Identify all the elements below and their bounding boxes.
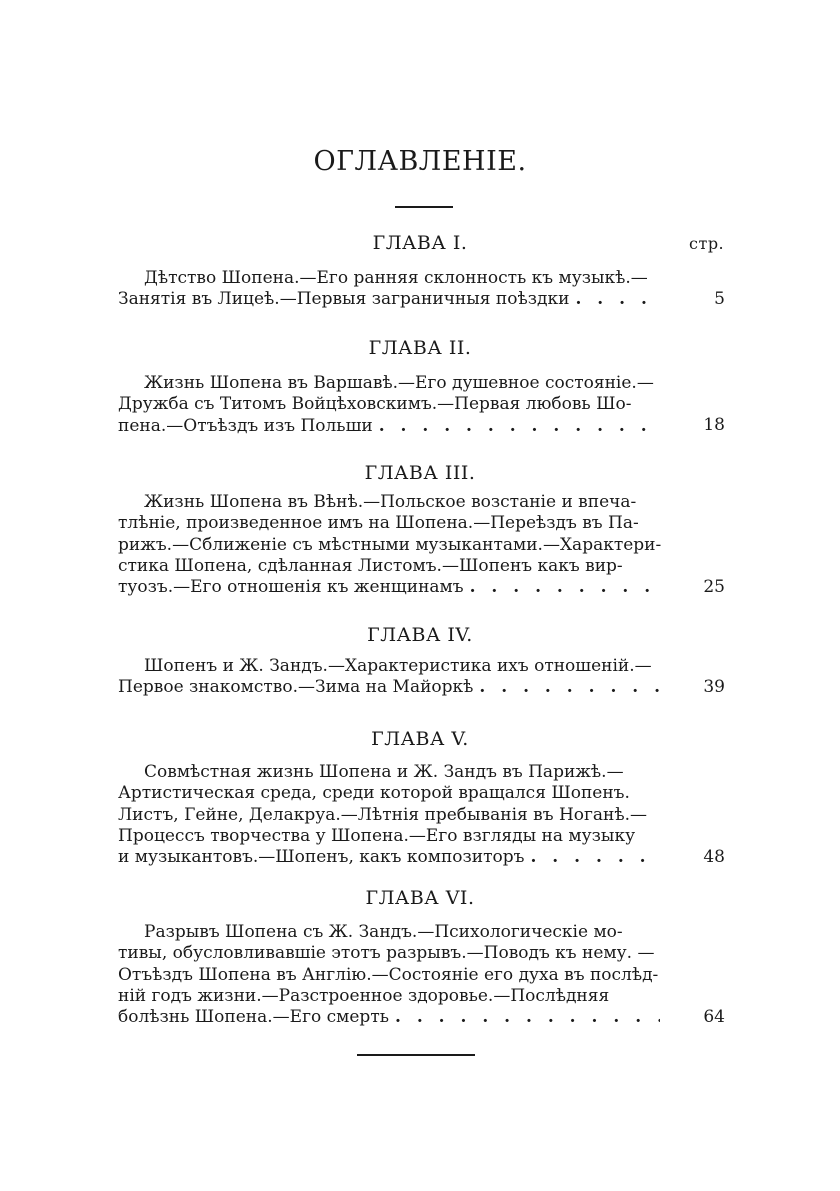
entry-line: Отъѣздъ Шопена въ Англію.—Состояніе его духа въ послѣд- xyxy=(118,964,659,985)
entry-line: Дѣтство Шопена.—Его ранняя склонность къ музыкѣ.— xyxy=(144,268,648,288)
entry-line: болѣзнь Шопена.—Его смерть . . . xyxy=(118,1007,660,1028)
page-number-3: 25 xyxy=(703,577,725,597)
chapter-heading-4: ГЛАВА IV. xyxy=(367,624,473,646)
entry-line: Занятія въ Лицеѣ.—Первыя заграничныя поѣздки . . . xyxy=(118,289,660,310)
page-number-6: 64 xyxy=(703,1007,725,1027)
chapter-heading-6: ГЛАВА VI. xyxy=(365,887,475,909)
entry-line: Шопенъ и Ж. Зандъ.—Характеристика ихъ отношеній.— xyxy=(144,656,652,676)
entry-line: Дружба съ Титомъ Войцѣховскимъ.—Первая любовь Шо- xyxy=(118,394,632,415)
entry-line: ній годъ жизни.—Разстроенное здоровье.—Послѣдняя xyxy=(118,985,610,1006)
page-number-4: 39 xyxy=(703,677,725,697)
closing-divider xyxy=(357,1054,475,1056)
entry-line: Листъ, Гейне, Делакруа.—Лѣтнія пребыванія въ Ноганѣ.— xyxy=(118,804,648,825)
page-title: ОГЛАВЛЕНІЕ. xyxy=(313,146,527,177)
dot-leader xyxy=(470,577,660,598)
page-number-1: 5 xyxy=(714,289,725,309)
chapter-heading-3: ГЛАВА III. xyxy=(364,462,476,484)
dot-leader xyxy=(575,289,660,310)
entry-line: туозъ.—Его отношенія къ женщинамъ . . . xyxy=(118,577,660,598)
chapter-entry-2 xyxy=(118,373,660,437)
dot-leader xyxy=(479,677,660,698)
entry-line: стика Шопена, сдѣланная Листомъ.—Шопенъ какъ вир- xyxy=(118,555,623,576)
entry-line: Совмѣстная жизнь Шопена и Ж. Зандъ въ Парижѣ.— xyxy=(144,762,624,782)
chapter-entry-6 xyxy=(118,922,660,1028)
page-number-5: 48 xyxy=(703,847,725,867)
chapter-heading-5: ГЛАВА V. xyxy=(371,728,469,750)
entry-line: Артистическая среда, среди которой вращался Шопенъ. xyxy=(118,783,630,804)
entry-line: Разрывъ Шопена съ Ж. Зандъ.—Психологическіе мо- xyxy=(144,922,623,942)
chapter-heading-1: ГЛАВА I. xyxy=(372,232,468,254)
entry-line: Процессъ творчества у Шопена.—Его взгляды на музыку xyxy=(118,825,636,846)
dot-leader xyxy=(395,1007,660,1028)
entry-line: Первое знакомство.—Зима на Майоркѣ . . . xyxy=(118,677,660,698)
entry-line: Жизнь Шопена въ Варшавѣ.—Его душевное состояніе.— xyxy=(144,373,654,393)
entry-line: Жизнь Шопена въ Вѣнѣ.—Польское возстаніе и впеча- xyxy=(144,492,637,512)
entry-line: тлѣніе, произведенное имъ на Шопена.—Переѣздъ въ Па- xyxy=(118,513,639,534)
chapter-entry-4 xyxy=(118,656,660,699)
title-divider xyxy=(395,206,453,208)
entry-line: рижъ.—Сближеніе съ мѣстными музыкантами.—Характери- xyxy=(118,534,662,555)
chapter-heading-2: ГЛАВА II. xyxy=(368,337,472,359)
entry-line: пена.—Отъѣздъ изъ Польши . . . xyxy=(118,416,660,437)
chapter-entry-3 xyxy=(118,492,660,598)
page-number-2: 18 xyxy=(703,415,725,435)
dot-leader xyxy=(379,416,660,437)
page-column-header: стр. xyxy=(689,234,725,253)
dot-leader xyxy=(530,847,660,868)
entry-line: и музыкантовъ.—Шопенъ, какъ композиторъ . . . xyxy=(118,847,660,868)
entry-line: тивы, обусловливавшіе этотъ разрывъ.—Поводъ къ нему. — xyxy=(118,943,655,964)
chapter-entry-5 xyxy=(118,762,660,868)
chapter-entry-1 xyxy=(118,268,660,311)
